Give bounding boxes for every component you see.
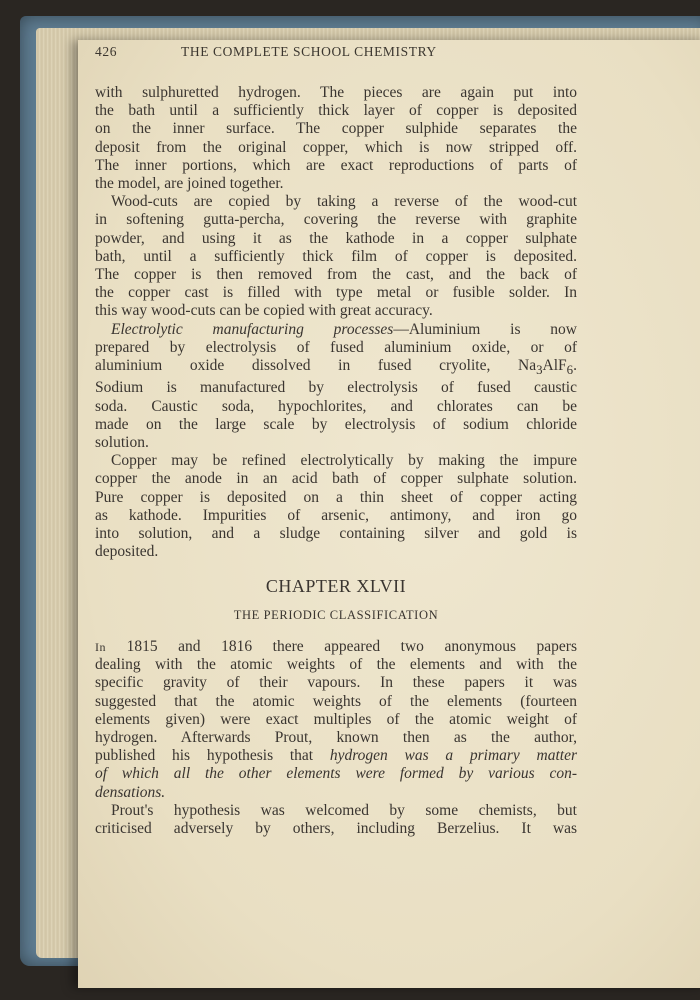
text-line: the model, are joined together. xyxy=(95,175,284,193)
text-line: Sodium is manufactured by electrolysis of fused caustic xyxy=(95,379,577,397)
chapter-subtitle: THE PERIODIC CLASSIFICATION xyxy=(233,608,439,622)
text-line: this way wood-cuts can be copied with great accuracy. xyxy=(95,302,433,320)
text-line: with sulphuretted hydrogen. The pieces are again put into xyxy=(95,84,577,101)
chapter-title: CHAPTER XLVII xyxy=(265,576,407,596)
text-line: solution. xyxy=(95,433,149,451)
text-line: in softening gutta-percha, covering the reverse with graphite xyxy=(95,211,577,229)
text-line: elements given) were exact multiples of the atomic weight of xyxy=(95,710,577,728)
text-line: The copper is then removed from the cast, and the back of xyxy=(95,266,577,284)
text-line: powder, and using it as the kathode in a copper sulphate xyxy=(95,229,577,247)
page-number: 426 xyxy=(95,44,118,59)
text-line: densations. xyxy=(95,783,166,801)
text-line: The inner portions, which are exact reproductions of parts of xyxy=(95,156,577,174)
italic-heading: Electrolytic manufacturing processes xyxy=(111,320,394,338)
text-line: Electrolytic manufacturing processes—Aluminium is now xyxy=(111,320,577,338)
text-line: deposit from the original copper, which is now stripped off. xyxy=(95,138,577,156)
text-line: Wood-cuts are copied by taking a reverse of the wood-cut xyxy=(111,193,577,211)
text-line: as kathode. Impurities of arsenic, antimony, and iron go xyxy=(95,506,577,524)
text-line: prepared by electrolysis of fused aluminium oxide, or of xyxy=(95,338,577,356)
text-line: the bath until a sufficiently thick layer of copper is deposited xyxy=(95,102,577,120)
text-line: hydrogen. Afterwards Prout, known then as the author, xyxy=(95,729,577,747)
text-line: criticised adversely by others, including Berzelius. It was xyxy=(95,820,577,838)
text-line: into solution, and a sludge containing silver and gold is xyxy=(95,524,577,542)
text-line: Copper may be refined electrolytically by making the impure xyxy=(111,452,577,470)
text-line: the copper cast is filled with type metal or fusible solder. In xyxy=(95,284,577,302)
text-line: specific gravity of their vapours. In these papers it was xyxy=(95,674,577,692)
text-line: aluminium oxide dissolved in fused cryolite, $Na_3AlF_6$. xyxy=(95,357,577,378)
text-line: deposited. xyxy=(95,543,159,561)
text-line: published his hypothesis that hydrogen was a primary matter xyxy=(95,747,577,765)
text-line: of which all the other elements were formed by various con- xyxy=(95,765,577,783)
text-line: soda. Caustic soda, hypochlorites, and chlorates can be xyxy=(95,397,577,415)
text-line: suggested that the atomic weights of the elements (fourteen xyxy=(95,692,577,710)
text-line: Pure copper is deposited on a thin sheet of copper acting xyxy=(95,488,577,506)
text-line: on the inner surface. The copper sulphide separates the xyxy=(95,120,577,138)
text-line: In 1815 and 1816 there appeared two anonymous papers xyxy=(95,638,577,655)
chapter-body-text xyxy=(95,638,577,838)
drop-word: In xyxy=(95,640,106,654)
text-line: bath, until a sufficiently thick film of copper is deposited. xyxy=(95,247,577,265)
body-text xyxy=(95,84,577,561)
text-line: copper the anode in an acid bath of copper sulphate solution. xyxy=(95,470,577,488)
text-line: Prout's hypothesis was welcomed by some chemists, but xyxy=(111,801,577,819)
text-line: made on the large scale by electrolysis of sodium chloride xyxy=(95,415,577,433)
text-line: dealing with the atomic weights of the elements and with the xyxy=(95,656,577,674)
running-head: THE COMPLETE SCHOOL CHEMISTRY xyxy=(181,44,437,59)
